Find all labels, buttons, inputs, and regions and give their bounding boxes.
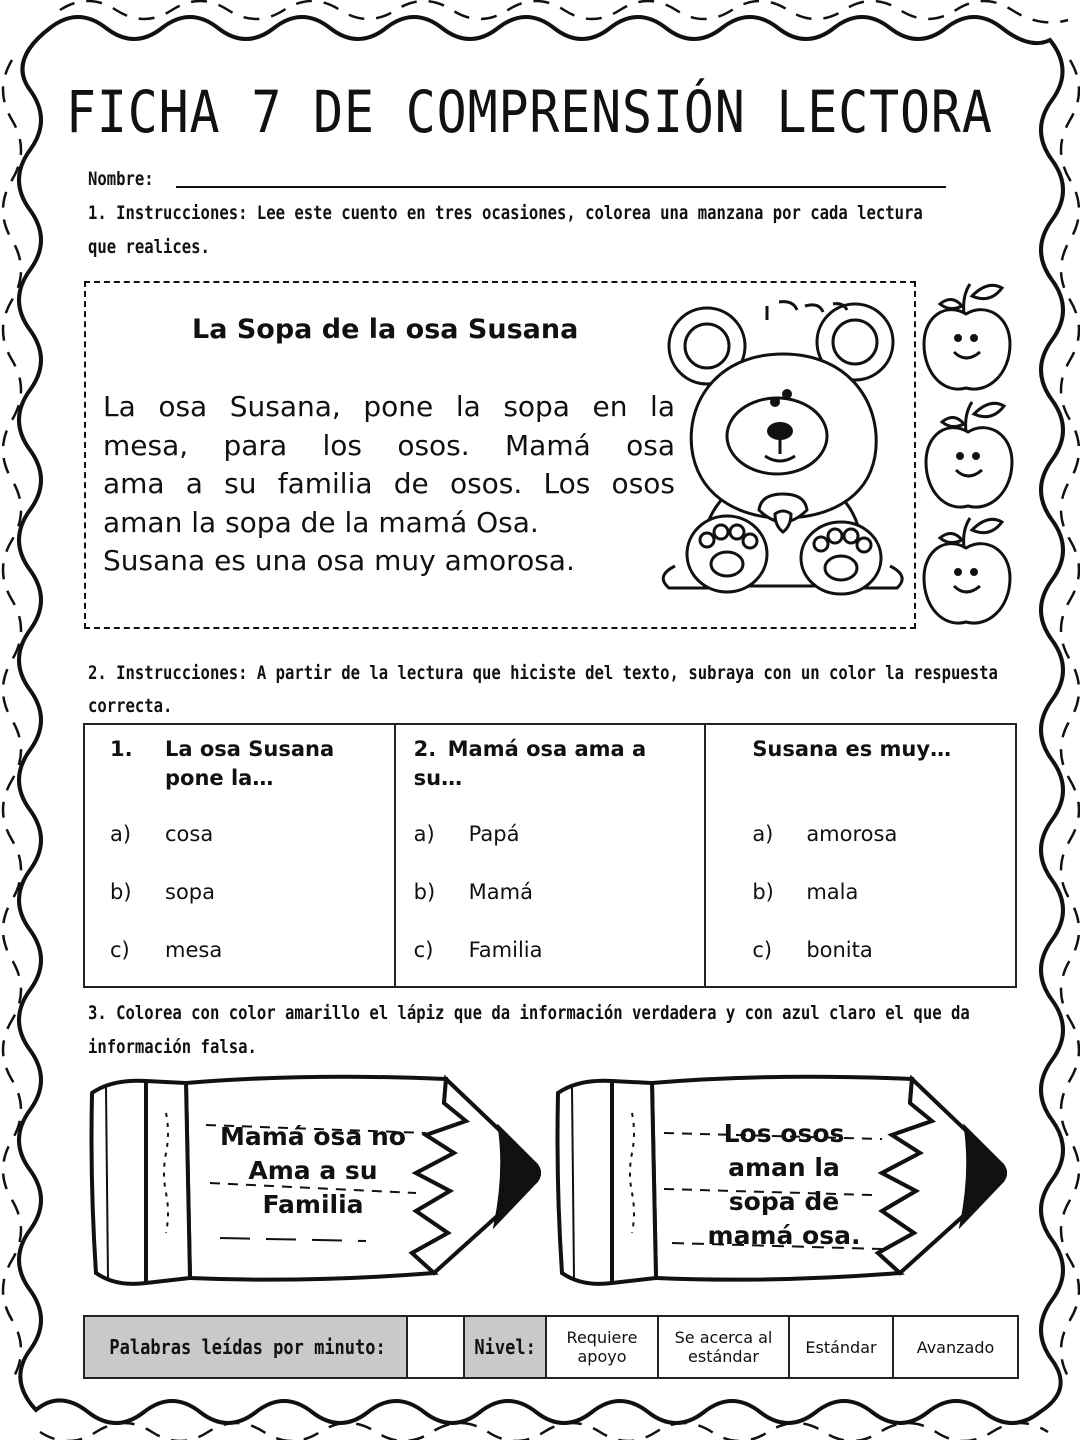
instruction-3-line2: información falsa. — [88, 1036, 257, 1058]
option-text[interactable]: mala — [806, 880, 859, 904]
pencil-1-text — [196, 1120, 430, 1222]
apple-icon — [924, 284, 1010, 389]
option-letter: a) — [110, 822, 132, 846]
apple-icon — [926, 402, 1012, 507]
option-letter: b) — [110, 880, 132, 904]
pencil-line: Familia — [262, 1190, 364, 1219]
instruction-3-line1: 3. Colorea con color amarillo el lápiz que da información verdadera y con azul claro el que da — [88, 1002, 970, 1024]
question-cell-2 — [395, 724, 706, 987]
pencil-line: sopa de — [728, 1187, 840, 1216]
level-label: Nivel: — [474, 1335, 536, 1359]
option-letter: c) — [413, 938, 434, 962]
question-text: La osa Susana — [165, 737, 335, 761]
option-text[interactable]: Familia — [468, 938, 543, 962]
level-option-avanzado[interactable]: Avanzado — [893, 1316, 1018, 1378]
wpm-input-cell[interactable] — [407, 1316, 464, 1378]
question-number: 2. — [413, 737, 437, 761]
instruction-2-line1: 2. Instrucciones: A partir de la lectura que hiciste del texto, subraya con un color la respuesta — [88, 662, 998, 684]
option-text[interactable]: bonita — [806, 938, 873, 962]
option-text[interactable]: mesa — [165, 938, 223, 962]
option-letter: a) — [413, 822, 435, 846]
option-letter: c) — [752, 938, 773, 962]
option-letter: c) — [110, 938, 130, 962]
instruction-2-line2: correcta. — [88, 695, 173, 717]
option-text[interactable]: Mamá — [468, 880, 533, 904]
apples-reading-counter — [918, 276, 1028, 626]
question-cell-1 — [84, 724, 395, 987]
question-text: su… — [413, 766, 463, 790]
level-option-estandar[interactable]: Estándar — [789, 1316, 893, 1378]
apple-icon — [924, 518, 1010, 623]
level-option-se-acerca[interactable]: Se acerca al estándar — [658, 1316, 789, 1378]
story-line: aman la sopa de la mamá Osa. — [103, 505, 539, 539]
pencil-line: mamá osa. — [707, 1221, 861, 1250]
quiz-table — [83, 723, 1017, 988]
wpm-label: Palabras leídas por minuto: — [109, 1335, 386, 1359]
instruction-1-line2: que realices. — [88, 236, 210, 258]
question-text: Mamá osa ama a — [447, 737, 647, 761]
story-line: ama a su familia de osos. Los osos — [103, 467, 675, 500]
level-label-cell — [464, 1316, 546, 1378]
question-number: 1. — [110, 737, 133, 761]
story-title: La Sopa de la osa Susana — [192, 314, 579, 345]
pencil-2-text — [666, 1117, 902, 1253]
name-label: Nombre: — [88, 168, 154, 190]
wpm-label-cell — [84, 1316, 407, 1378]
instruction-1-line1: 1. Instrucciones: Lee este cuento en tres ocasiones, colorea una manzana por cada lectura — [88, 202, 923, 224]
score-table — [83, 1315, 1019, 1379]
question-cell-3 — [705, 724, 1016, 987]
option-text[interactable]: sopa — [165, 880, 215, 904]
story-line: Susana es una osa muy amorosa. — [103, 544, 575, 577]
option-letter: b) — [752, 880, 774, 904]
story-line: mesa, para los osos. Mamá osa — [103, 428, 675, 462]
name-input-line[interactable] — [176, 186, 946, 188]
option-text[interactable]: Papá — [468, 822, 520, 846]
bear-illustration — [655, 296, 910, 602]
level-option-requiere-apoyo[interactable]: Requiere apoyo — [546, 1316, 658, 1378]
question-text: pone la… — [165, 766, 274, 790]
option-text[interactable]: amorosa — [806, 822, 898, 846]
pencil-line: aman la — [728, 1153, 840, 1182]
pencil-line: Ama a su — [248, 1156, 378, 1185]
option-text[interactable]: cosa — [165, 822, 214, 846]
pencil-line: Mamá osa no — [220, 1122, 406, 1151]
pencil-line: Los osos — [723, 1119, 845, 1148]
page-title: FICHA 7 DE COMPRENSIÓN LECTORA — [66, 78, 993, 146]
question-text: Susana es muy… — [752, 737, 952, 761]
option-letter: b) — [413, 880, 436, 904]
option-letter: a) — [752, 822, 774, 846]
story-line: La osa Susana, pone la sopa en la — [103, 390, 675, 423]
story-text — [103, 388, 675, 581]
